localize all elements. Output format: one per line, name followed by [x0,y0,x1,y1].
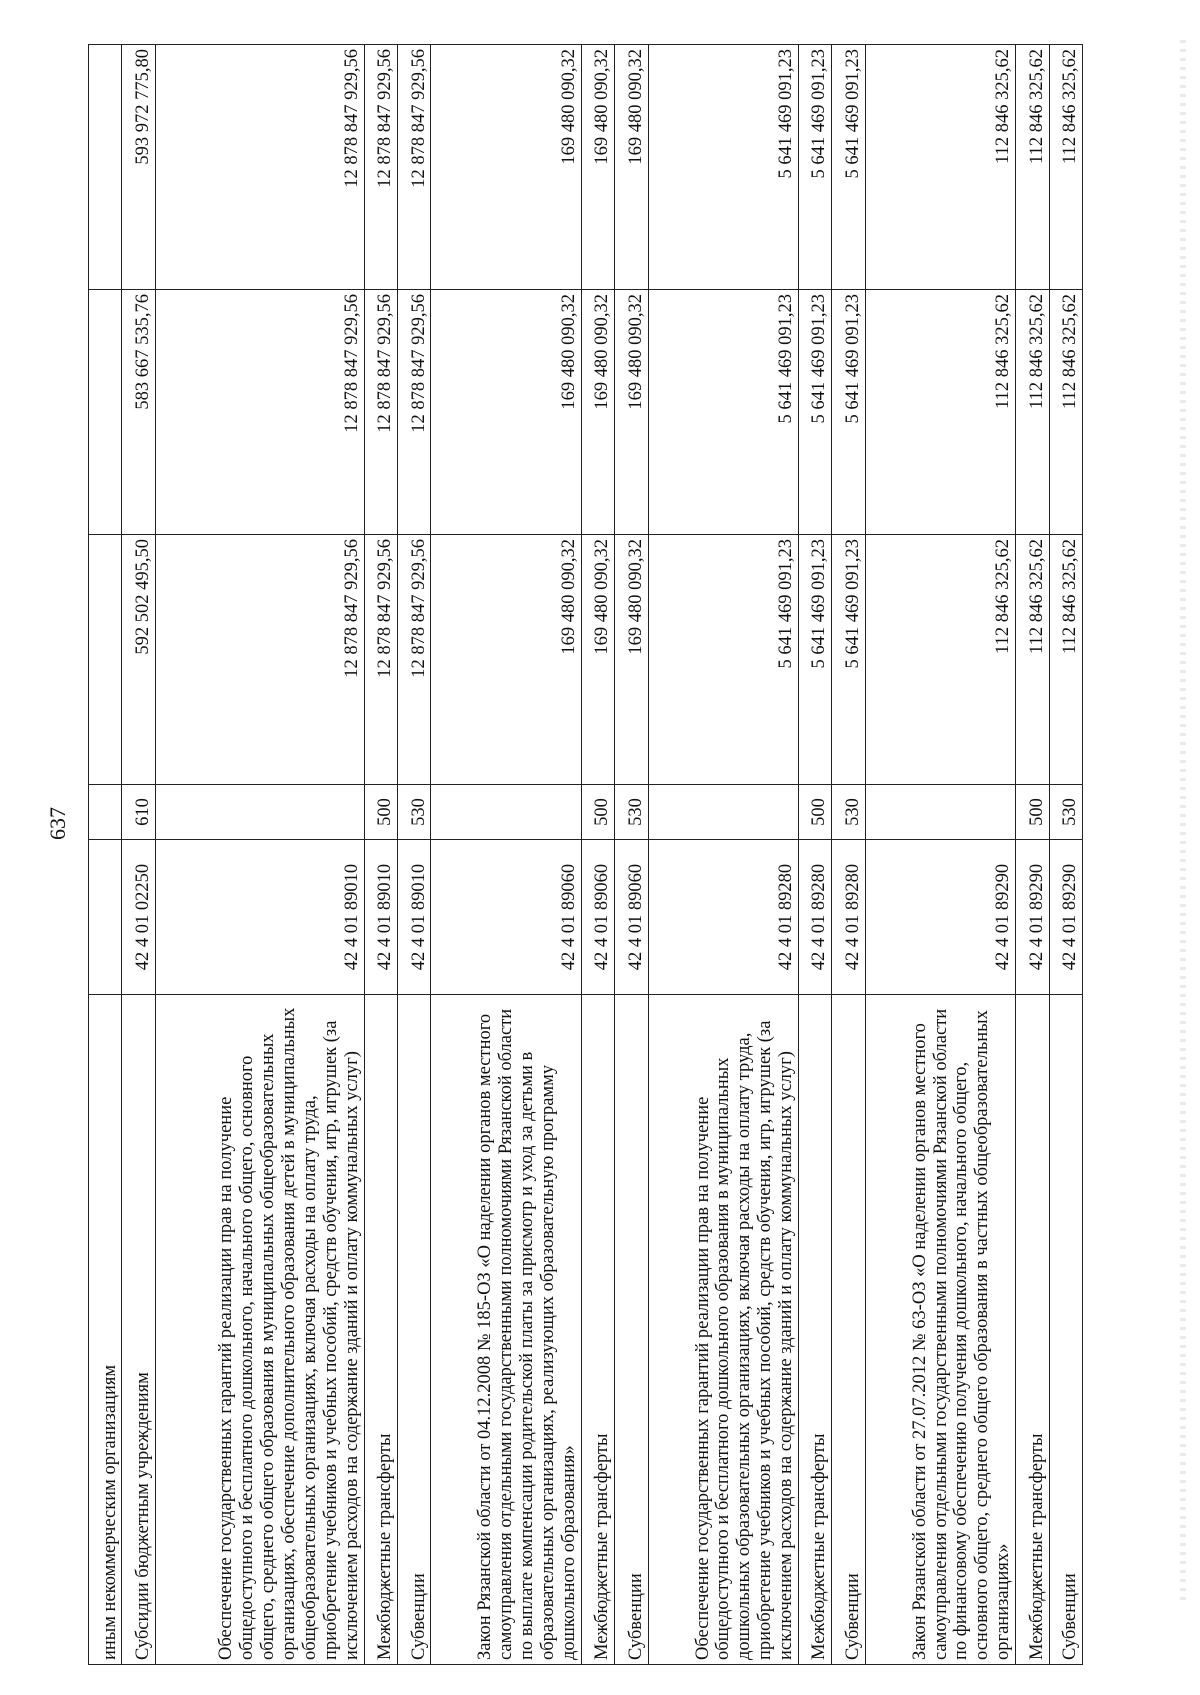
table-row [1049,45,1082,1665]
table-row [832,45,865,1665]
row-amount-year-2: 169 480 090,32 [431,290,581,535]
row-amount-year-2: 112 846 325,62 [865,290,1015,535]
table-row [581,45,614,1665]
row-code: 42 4 01 89280 [832,840,865,995]
row-code: 42 4 01 89290 [1016,840,1049,995]
row-name: Межбюджетные трансферты [798,995,831,1665]
row-name: Закон Рязанской области от 27.07.2012 № 63-ОЗ «О наделении органов местного самоуправления отдельными государственными полномочиями Рязанской области по финансовому обеспечению получения дошкольного, начального общего, основного общего, среднего общего образования в частных общеобразовательных организациях» [865,995,1015,1665]
row-code: 42 4 01 89010 [364,840,397,995]
row-amount-year-1: 112 846 325,62 [1049,535,1082,785]
table-row [431,45,581,1665]
row-amount-year-1: 112 846 325,62 [865,535,1015,785]
row-name: Межбюджетные трансферты [581,995,614,1665]
page-number: 637 [45,807,70,840]
row-amount-year-3: 593 972 775,80 [122,45,155,290]
row-expense-type: 500 [798,785,831,840]
row-amount-year-2: 5 641 469 091,23 [648,290,798,535]
row-code: 42 4 01 89290 [1049,840,1082,995]
table-row [89,45,122,1665]
row-amount-year-3: 12 878 847 929,56 [398,45,431,290]
row-code: 42 4 01 89060 [431,840,581,995]
row-amount-year-1: 592 502 495,50 [122,535,155,785]
row-amount-year-2: 112 846 325,62 [1016,290,1049,535]
row-expense-type: 500 [364,785,397,840]
row-amount-year-2: 12 878 847 929,56 [364,290,397,535]
table-row [155,45,364,1665]
row-name: Субсидии бюджетным учреждениям [122,995,155,1665]
row-amount-year-1: 169 480 090,32 [431,535,581,785]
table-row [1016,45,1049,1665]
row-amount-year-1: 12 878 847 929,56 [155,535,364,785]
row-code [89,840,122,995]
row-expense-type: 530 [615,785,648,840]
row-name: Межбюджетные трансферты [1016,995,1049,1665]
row-expense-type [89,785,122,840]
row-code: 42 4 01 89280 [648,840,798,995]
row-amount-year-2: 112 846 325,62 [1049,290,1082,535]
row-expense-type [431,785,581,840]
row-name: Закон Рязанской области от 04.12.2008 № 185-ОЗ «О наделении органов местного самоуправления отдельными государственными полномочиями Рязанской области по выплате компенсации родительской платы за присмотр и уход за детьми в образовательных организациях, реализующих образовательную программу дошкольного образования» [431,995,581,1665]
row-code: 42 4 01 89290 [865,840,1015,995]
row-expense-type [648,785,798,840]
row-expense-type: 530 [1049,785,1082,840]
row-expense-type: 500 [1016,785,1049,840]
row-amount-year-1: 112 846 325,62 [1016,535,1049,785]
table-row [122,45,155,1665]
row-expense-type [155,785,364,840]
rotated-table-container [88,45,1083,1665]
row-name: Обеспечение государственных гарантий реализации прав на получение общедоступного и бесплатного дошкольного, начального общего, основного общего, среднего общего образования в муниципальных общеобразовательных организациях, обеспечение дополнительного образования детей в муниципальных общеобразовательных организациях, включая расходы на оплату труда, приобретение учебников и учебных пособий, средств обучения, игр, игрушек (за исключением расходов на содержание зданий и оплату коммунальных услуг) [155,995,364,1665]
row-amount-year-3: 169 480 090,32 [581,45,614,290]
table-row [615,45,648,1665]
row-amount-year-1: 12 878 847 929,56 [364,535,397,785]
row-amount-year-1 [89,535,122,785]
row-amount-year-3: 5 641 469 091,23 [832,45,865,290]
row-name: Субвенции [398,995,431,1665]
row-amount-year-1: 169 480 090,32 [615,535,648,785]
row-amount-year-1: 5 641 469 091,23 [648,535,798,785]
row-amount-year-1: 5 641 469 091,23 [798,535,831,785]
table-row [865,45,1015,1665]
row-expense-type: 530 [398,785,431,840]
row-amount-year-3: 112 846 325,62 [865,45,1015,290]
row-amount-year-3: 5 641 469 091,23 [798,45,831,290]
row-name: Обеспечение государственных гарантий реализации прав на получение общедоступного и бесплатного дошкольного образования в муниципальных дошкольных образовательных организациях, включая расходы на оплату труда, приобретение учебников и учебных пособий, средств обучения, игр, игрушек (за исключением расходов на содержание зданий и оплату коммунальных услуг) [648,995,798,1665]
row-amount-year-3: 169 480 090,32 [431,45,581,290]
row-expense-type: 530 [832,785,865,840]
row-amount-year-2: 5 641 469 091,23 [832,290,865,535]
row-amount-year-2: 169 480 090,32 [615,290,648,535]
row-amount-year-3: 169 480 090,32 [615,45,648,290]
row-amount-year-2 [89,290,122,535]
table-row [648,45,798,1665]
row-amount-year-2: 5 641 469 091,23 [798,290,831,535]
row-code: 42 4 01 89010 [398,840,431,995]
row-amount-year-1: 169 480 090,32 [581,535,614,785]
row-code: 42 4 01 02250 [122,840,155,995]
row-name: Межбюджетные трансферты [364,995,397,1665]
row-expense-type [865,785,1015,840]
row-name: Субвенции [1049,995,1082,1665]
row-amount-year-1: 12 878 847 929,56 [398,535,431,785]
row-amount-year-2: 169 480 090,32 [581,290,614,535]
scan-edge-artifact [1180,40,1186,1600]
row-amount-year-3: 112 846 325,62 [1016,45,1049,290]
row-code: 42 4 01 89010 [155,840,364,995]
row-code: 42 4 01 89060 [581,840,614,995]
row-amount-year-2: 12 878 847 929,56 [155,290,364,535]
row-amount-year-3: 5 641 469 091,23 [648,45,798,290]
row-name: Субвенции [832,995,865,1665]
table-row [398,45,431,1665]
table-row [798,45,831,1665]
row-amount-year-2: 583 667 535,76 [122,290,155,535]
row-code: 42 4 01 89280 [798,840,831,995]
table-row [364,45,397,1665]
row-amount-year-3: 12 878 847 929,56 [155,45,364,290]
row-name: иным некоммерческим организациям [89,995,122,1665]
budget-table-body [89,45,1083,1665]
row-expense-type: 610 [122,785,155,840]
budget-table [88,44,1083,1665]
row-name: Субвенции [615,995,648,1665]
row-amount-year-3 [89,45,122,290]
row-amount-year-3: 12 878 847 929,56 [364,45,397,290]
row-amount-year-2: 12 878 847 929,56 [398,290,431,535]
row-amount-year-1: 5 641 469 091,23 [832,535,865,785]
row-code: 42 4 01 89060 [615,840,648,995]
row-expense-type: 500 [581,785,614,840]
row-amount-year-3: 112 846 325,62 [1049,45,1082,290]
